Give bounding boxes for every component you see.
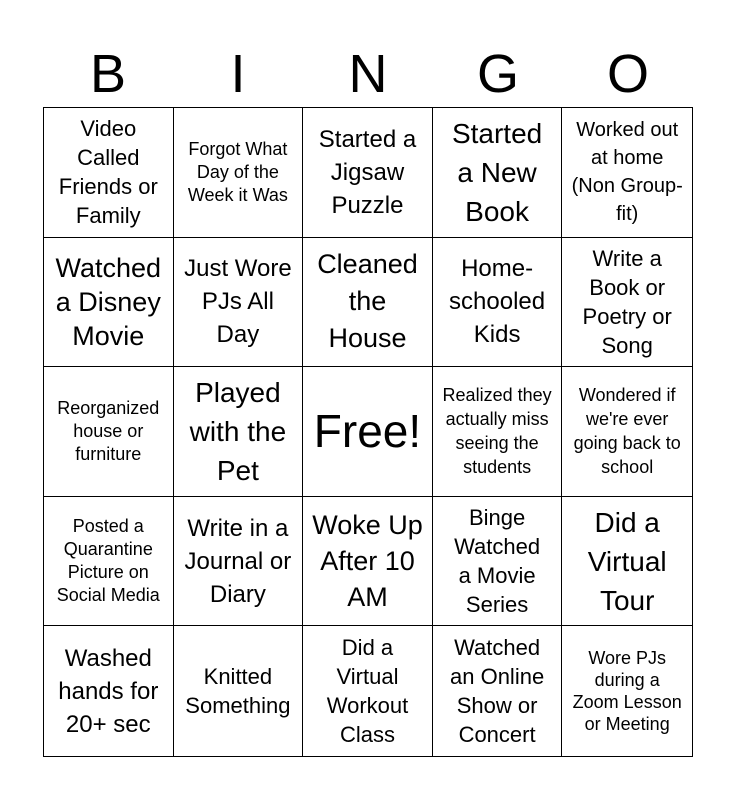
cell-text: Reorganized house or furniture [57, 397, 160, 464]
bingo-cell[interactable] [174, 497, 304, 627]
bingo-cell[interactable] [303, 367, 433, 497]
cell-text: Washed hands for 20+ sec [58, 644, 159, 738]
bingo-cell[interactable] [562, 626, 692, 756]
bingo-cell[interactable] [433, 108, 563, 238]
bingo-cell[interactable] [174, 108, 304, 238]
bingo-cell[interactable] [562, 238, 692, 368]
bingo-cell[interactable] [174, 367, 304, 497]
cell-text: Free! [313, 405, 422, 458]
cell-text: Started a New Book [451, 117, 543, 227]
cell-text: Worked out at home (Non Group-fit) [571, 119, 683, 226]
bingo-cell[interactable] [303, 108, 433, 238]
bingo-cell[interactable] [174, 626, 304, 756]
cell-text: Wondered if we're ever going back to school [573, 385, 681, 478]
cell-text: Did a Virtual Workout Class [326, 635, 409, 748]
cell-text: Forgot What Day of the Week it Was [187, 138, 288, 205]
cell-text: Write a Book or Poetry or Song [582, 245, 672, 358]
cell-text: Cleaned the House [317, 249, 418, 354]
cell-text: Home-schooled Kids [449, 255, 546, 349]
cell-text: Woke Up After 10 AM [312, 510, 423, 613]
cell-text: Binge Watched a Movie Series [454, 505, 541, 618]
bingo-cell[interactable] [303, 497, 433, 627]
header-letter-g: G [476, 44, 519, 104]
bingo-cell[interactable] [433, 238, 563, 368]
bingo-cell[interactable] [44, 626, 174, 756]
cell-text: Played with the Pet [189, 376, 287, 486]
bingo-cell[interactable] [433, 497, 563, 627]
bingo-cell[interactable] [562, 367, 692, 497]
cell-text: Did a Virtual Tour [587, 506, 667, 616]
bingo-header [43, 42, 693, 106]
header-letter-o: O [606, 44, 649, 104]
bingo-cell[interactable] [562, 108, 692, 238]
cell-text: Write in a Journal or Diary [184, 514, 292, 608]
header-letter-n: N [348, 44, 388, 104]
cell-text: Started a Jigsaw Puzzle [318, 125, 417, 219]
bingo-cell[interactable] [433, 367, 563, 497]
bingo-cell[interactable] [303, 626, 433, 756]
cell-text: Just Wore PJs All Day [184, 255, 292, 349]
bingo-cell[interactable] [174, 238, 304, 368]
cell-text: Watched an Online Show or Concert [450, 635, 545, 748]
bingo-cell[interactable] [44, 367, 174, 497]
bingo-cell[interactable] [44, 497, 174, 627]
header-letter-i: I [230, 44, 246, 104]
cell-text: Wore PJs during a Zoom Lesson or Meeting [572, 648, 682, 735]
bingo-cell[interactable] [44, 108, 174, 238]
bingo-grid [43, 107, 693, 757]
bingo-cell[interactable] [303, 238, 433, 368]
cell-text: Video Called Friends or Family [58, 116, 158, 229]
cell-text: Knitted Something [185, 664, 291, 719]
bingo-cell[interactable] [433, 626, 563, 756]
bingo-cell[interactable] [562, 497, 692, 627]
cell-text: Posted a Quarantine Picture on Social Media [56, 516, 160, 606]
header-letter-b: B [89, 44, 127, 104]
bingo-cell[interactable] [44, 238, 174, 368]
cell-text: Watched a Disney Movie [55, 252, 162, 351]
cell-text: Realized they actually miss seeing the students [442, 385, 552, 478]
